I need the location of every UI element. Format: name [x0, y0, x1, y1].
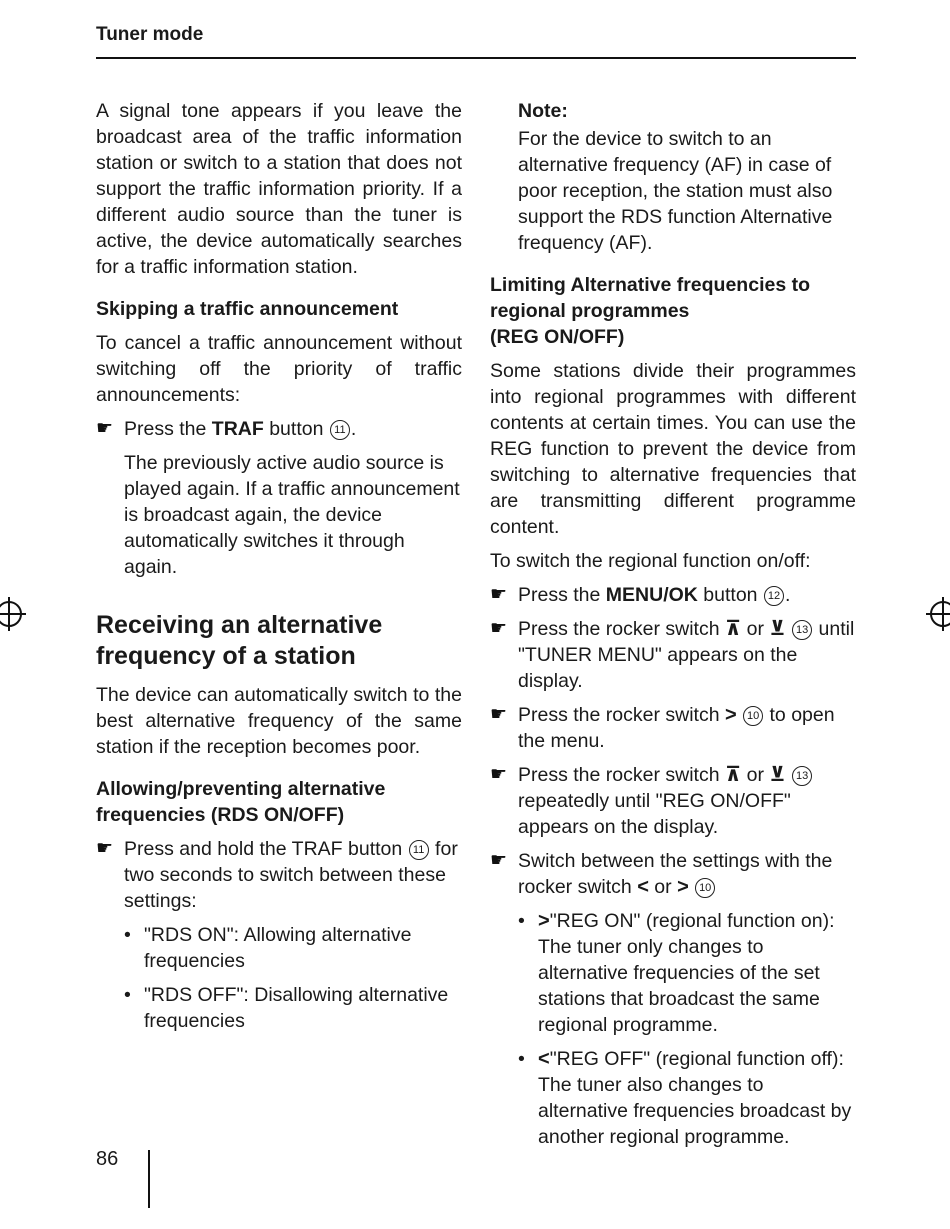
registration-mark-left-icon — [0, 601, 22, 627]
step-allow: ☛ Press and hold the TRAF button 11 for two seconds to switch between these settings: — [96, 838, 458, 912]
right-column — [490, 98, 856, 1158]
intro-paragraph: A signal tone appears if you leave the broadcast area of the traffic information station or switch to a station that does not support the traffic information priority. If a different audio source than the tuner is active, the device automatically searches for a traffic information station. — [96, 100, 462, 278]
button-number-badge: 13 — [792, 620, 812, 640]
rocker-right-icon: > — [538, 910, 550, 932]
section-heading: Receiving an alternative frequency of a station — [96, 611, 383, 670]
button-number-badge: 11 — [330, 420, 350, 440]
button-number-badge: 11 — [409, 840, 429, 860]
step-rocker-reg: ☛ Press the rocker switch ⊼ or ⊻ 13 repeatedly until "REG ON/OFF" appears on the display. — [490, 762, 856, 840]
list-item: • >"REG ON" (regional function on): The tuner only changes to alternative frequencies of the set stations that broadcast the same regional programme. — [538, 908, 856, 1038]
limit-heading: Limiting Alternative frequencies to regional programmes (REG ON/OFF) — [490, 274, 810, 348]
running-header: Tuner mode — [96, 24, 204, 45]
left-column — [96, 98, 462, 1042]
reg-bullet-list — [490, 908, 856, 1150]
pointing-hand-icon: ☛ — [490, 618, 508, 639]
skip-result: The previously active audio source is played again. If a traffic announcement is broadcast again, the device automatically switches it through again. — [124, 452, 460, 578]
list-item: • <"REG OFF" (regional function off): The tuner also changes to alternative frequencies broadcast by another regional programme. — [538, 1046, 856, 1150]
button-number-badge: 10 — [695, 878, 715, 898]
rocker-down-icon: ⊻ — [769, 618, 786, 640]
skip-heading: Skipping a traffic announcement — [96, 298, 399, 320]
rocker-right-icon: > — [724, 704, 737, 726]
pointing-hand-icon: ☛ — [96, 838, 114, 859]
switch-intro: To switch the regional function on/off: — [490, 550, 811, 572]
section-paragraph: The device can automatically switch to the best alternative frequency of the same station if the reception becomes poor. — [96, 684, 462, 758]
pointing-hand-icon: ☛ — [96, 418, 114, 439]
footer-rule — [148, 1150, 150, 1208]
rocker-left-icon: < — [538, 1048, 550, 1070]
step-skip: ☛ Press the TRAF button 11 . — [96, 418, 357, 440]
list-item: • "RDS ON": Allowing alternative frequencies — [144, 922, 462, 974]
button-number-badge: 12 — [764, 586, 784, 606]
button-number-badge: 13 — [792, 766, 812, 786]
note-text: For the device to switch to an alternative frequency (AF) in case of poor reception, the station must also support the RDS function Alternative frequency (AF). — [518, 128, 833, 254]
step-switch-settings: ☛ Switch between the settings with the rocker switch < or > 10 — [490, 850, 833, 898]
header-rule — [96, 57, 856, 59]
rocker-down-icon: ⊻ — [769, 764, 786, 786]
limit-paragraph: Some stations divide their programmes into regional programmes with different contents at certain times. You can use the REG function to prevent the device from switching to alternative frequencies that are transmitting different programme content. — [490, 360, 856, 538]
step-rocker-tuner-menu: ☛ Press the rocker switch ⊼ or ⊻ 13 until "TUNER MENU" appears on the display. — [490, 618, 855, 692]
page-number: 86 — [96, 1148, 119, 1170]
rocker-right-icon: > — [677, 876, 689, 898]
pointing-hand-icon: ☛ — [490, 704, 508, 725]
allow-heading: Allowing/preventing alternative frequencies (RDS ON/OFF) — [96, 778, 386, 826]
pointing-hand-icon: ☛ — [490, 850, 508, 871]
pointing-hand-icon: ☛ — [490, 584, 508, 605]
rds-bullet-list — [96, 922, 462, 1034]
note-block — [490, 98, 856, 256]
list-item: • "RDS OFF": Disallowing alternative frequencies — [144, 982, 462, 1034]
skip-paragraph: To cancel a traffic announcement without switching off the priority of traffic announcements: — [96, 332, 462, 406]
rocker-left-icon: < — [637, 876, 649, 898]
step-menu-ok: ☛ Press the MENU/OK button 12 . — [490, 584, 791, 606]
registration-mark-right-icon — [930, 601, 950, 627]
rocker-up-icon: ⊼ — [724, 618, 742, 640]
button-number-badge: 10 — [743, 706, 763, 726]
step-rocker-open-menu: ☛ Press the rocker switch > 10 to open the menu. — [490, 704, 835, 752]
rocker-up-icon: ⊼ — [724, 764, 742, 786]
pointing-hand-icon: ☛ — [490, 764, 508, 785]
note-label: Note: — [518, 100, 568, 122]
